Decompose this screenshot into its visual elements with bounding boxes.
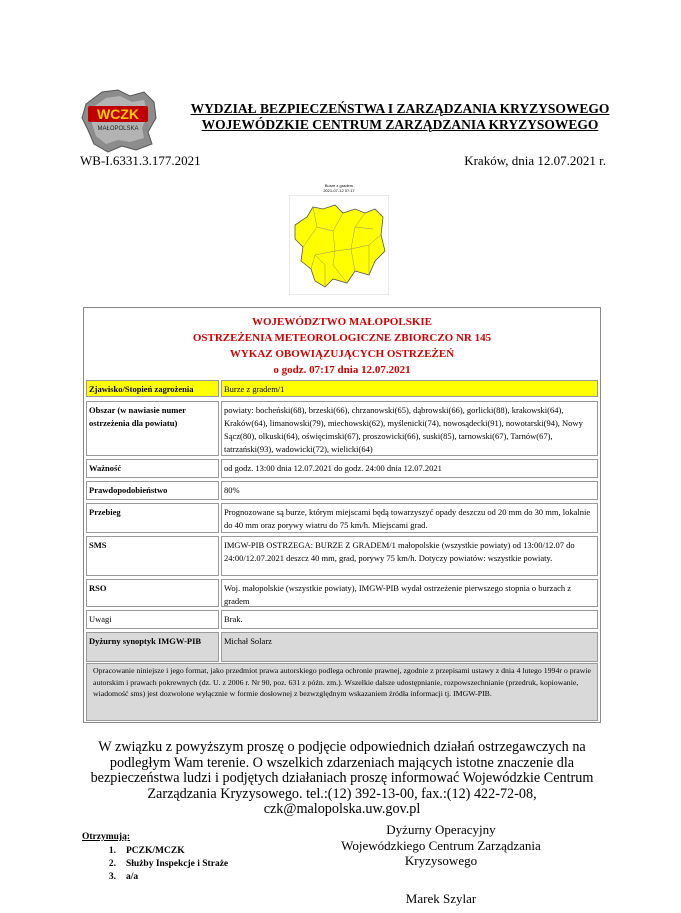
list-text: PCZK/MCZK (126, 846, 185, 856)
signature-line-2: Wojewódzkiego Centrum Zarządzania (341, 837, 541, 853)
row-value: Prognozowane są burze, którym miejscami będą towarzyszyć opady deszczu od 20 mm do 30 mm, lokalnie do 40 mm oraz porywy wiatru do 75 km/h. Miejscami grad. (221, 503, 598, 533)
list-number: 3. (108, 872, 116, 882)
row-label: Obszar (w nawiasie numer ostrzeżenia dla powiatu) (86, 401, 219, 456)
row-value: 80% (221, 481, 598, 500)
warning-map (289, 183, 389, 297)
row-value: Burze z gradem/1 (221, 380, 598, 397)
table-row-validity (86, 459, 598, 478)
recipients-heading: Otrzymują: (82, 832, 131, 842)
row-label: Uwagi (86, 610, 219, 629)
row-label: SMS (86, 536, 219, 576)
wczk-logo (78, 86, 160, 154)
table-row-probability (86, 481, 598, 500)
copyright-notice: Opracowanie niniejsze i jego format, jako przedmiot prawa autorskiego podlega ochronie prawnej, zgodnie z przepisami ustawy z dnia 4 lutego 1994r o prawie autorskim i prawach pokrewnych (dz. U. z 2006 r. Nr 90, poz. 631 z późn. zm.). Wszelkie dalsze udostępnianie, rozpowszechnianie (przedruk, kopiowanie, wiadomość sms) jest dozwolone wyłącznie w formie dosłownej z bezwzględnym wskazaniem źródła informacji tj. IMGW-PIB. (86, 663, 598, 721)
list-item (90, 845, 228, 858)
row-label: Przebieg (86, 503, 219, 533)
list-number: 1. (108, 846, 116, 856)
row-value: Michał Solarz (221, 632, 598, 662)
row-value: IMGW-PIB OSTRZEGA: BURZE Z GRADEM/1 małopolskie (wszystkie powiaty) od 13:00/12.07 do 24:00/12.07.2021 deszcz 40 mm, grad, porywy 75 km/h. Dotyczy powiatów: wszystkie powiaty. (221, 536, 598, 576)
list-number: 2. (108, 859, 116, 869)
warning-title-line-1: WOJEWÓDZTWO MAŁOPOLSKIE (252, 316, 432, 328)
list-text: a/a (126, 872, 139, 882)
row-label: Prawdopodobieństwo (86, 481, 219, 500)
row-label: Zjawisko/Stopień zagrożenia (86, 380, 219, 397)
table-row-synoptic (86, 632, 598, 662)
table-row-remarks (86, 610, 598, 629)
row-label: Ważność (86, 459, 219, 478)
signature-block (300, 822, 582, 906)
table-row-rso (86, 579, 598, 607)
map-title (289, 183, 389, 193)
signature-spacer (300, 869, 582, 891)
list-text: Służby Inspekcje i Straże (126, 859, 229, 869)
warning-title (84, 314, 600, 378)
region-shape (295, 205, 385, 287)
warning-title-line-4: o godz. 07:17 dnia 12.07.2021 (273, 364, 411, 376)
warning-title-line-3: WYKAZ OBOWIĄZUJĄCYCH OSTRZEŻEŃ (229, 348, 455, 360)
date-line: Kraków, dnia 12.07.2021 r. (464, 153, 606, 168)
row-label: RSO (86, 579, 219, 607)
reference-number: WB-I.6331.3.177.2021 (80, 153, 201, 168)
map-title-line-2: 2021-07-12 07:17 (323, 188, 355, 193)
table-row-sms (86, 536, 598, 576)
logo-subtext: MAŁOPOLSKA (97, 126, 139, 132)
row-value: Woj. małopolskie (wszystkie powiaty), IMGW-PIB wydał ostrzeżenie pierwszego stopnia o burzach z gradem (221, 579, 598, 607)
malopolska-map-svg (289, 195, 389, 295)
signature-line-1: Dyżurny Operacyjny (386, 822, 496, 837)
recipients-list (90, 845, 228, 884)
table-row-area (86, 401, 598, 456)
signature-name: Marek Szylar (405, 890, 477, 906)
map-title-line-1: Burze z gradem (324, 183, 354, 188)
logo-text: WCZK (97, 106, 139, 122)
warning-table (83, 307, 601, 723)
list-item (90, 858, 228, 871)
list-item (90, 871, 228, 884)
warning-title-line-2: OSTRZEŻENIA METEOROLOGICZNE ZBIORCZO NR 145 (192, 332, 492, 344)
row-value: Brak. (221, 610, 598, 629)
table-row-phenomenon (86, 380, 598, 397)
header-line-1: WYDZIAŁ BEZPIECZEŃSTWA I ZARZĄDZANIA KRYZYSOWEGO (190, 101, 610, 116)
body-paragraph: W związku z powyższym proszę o podjęcie odpowiednich działań ostrzegawczych na podległym Wam terenie. O wszelkich zdarzeniach mających istotne znaczenie dla bezpieczeństwa ludzi i podjętych działaniach proszę informować Wojewódzkie Centrum Zarządzania Kryzysowego. tel.:(12) 392-13-00, fax.:(12) 422-72-08, czk@malopolska.uw.gov.pl (90, 739, 594, 817)
row-value: od godz. 13:00 dnia 12.07.2021 do godz. 24:00 dnia 12.07.2021 (221, 459, 598, 478)
table-row-course (86, 503, 598, 533)
row-label: Dyżurny synoptyk IMGW-PIB (86, 632, 219, 662)
header-line-2: WOJEWÓDZKIE CENTRUM ZARZĄDZANIA KRYZYSOWEGO (201, 117, 599, 132)
signature-line-3: Kryzysowego (404, 853, 478, 868)
row-value: powiaty: bocheński(68), brzeski(66), chrzanowski(65), dąbrowski(66), gorlicki(88), krakowski(64), Kraków(64), limanowski(79), miechowski(62), myślenicki(74), nowosądecki(91), nowotarski(94), Nowy Sącz(80), olkuski(64), oświęcimski(67), proszowicki(66), suski(85), tarnowski(67), Tarnów(67), tatrzański(93), wadowicki(72), wielicki(64) (221, 401, 598, 456)
